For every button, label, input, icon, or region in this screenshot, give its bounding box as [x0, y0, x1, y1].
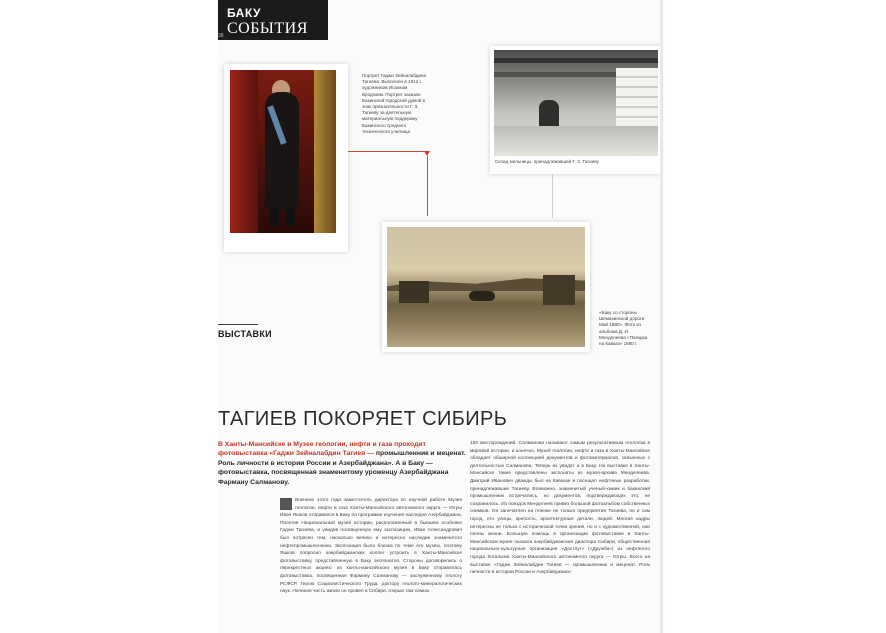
baku-building-left [399, 281, 429, 303]
lead-rest: промышленник и меценат. Роль личности в истории России и Азербайджана». А в Баку — фотовыставка, посвященная знаменитому уроженцу Азербайджана Фарману Салманову. [218, 450, 466, 486]
header-subsection-title: СОБЫТИЯ [227, 20, 308, 37]
portrait-caption: Портрет Гаджи Зейналабдина Тагиева. Выполнен в 1912 г. художником Исааком Бродским. Портрет заказан Бакинской городской думой в знак признательности Г. З. Тагиеву за деятельную материальную поддержку Бакинского среднего технического училища [362, 73, 427, 134]
baku-photo [387, 227, 585, 347]
magazine-page [218, 0, 660, 633]
connector-vertical-left [427, 156, 428, 216]
page-edge-shadow [660, 0, 663, 633]
baku-caption: «Баку со стороны Шемахинской дороги. Май 1880». Фото из альбома Д. И. Менделеева «Поездка на Кавказ» 1880 г. [599, 310, 648, 347]
baku-cart [469, 291, 495, 301]
portrait-chair-frame [314, 70, 336, 233]
portrait-card [224, 64, 348, 252]
baku-photo-card [382, 222, 590, 352]
body-column-2 [470, 440, 650, 633]
section-header [218, 0, 328, 40]
connector-vertical-right [552, 174, 553, 218]
mill-photo [494, 50, 658, 156]
body-column-1 [280, 497, 462, 633]
body-column-1-text: Вначале этого года заместитель директора по научной работе Музея геологии, нефти и газа Ханты-Мансийского автономного округа — Югры Иван Яшков отправился в Баку по программе изучения наследия Азербайджана. Посетив Национальный музей истории, расположенный в бывшем особняке Гаджи Тагиева, и увидев посвященную ему экспозицию, Иван Александрович был потрясен тем, насколько велико и интересно наследие знаменитого нефтепромышленника. Экспозиция была близка по теме его музею, поэтому Яшков попросил азербайджанских коллег устроить в Ханты-Мансийске фотовыставку, представленную в Баку экспонатов. Стороны договорились о перекрестных акциях: из ханты-мансийского музея в Баку отправилась фотовыставка, посвященная Фарману Салманову — заслуженному геологу РСФСР, Герою Социалистического Труда, доктору геолого-минералогических наук. Начиная часть жизни он провел в Сибири, открыв там семью [280, 498, 462, 595]
section-label: ВЫСТАВКИ [218, 329, 272, 339]
article-lead [218, 440, 468, 487]
portrait-leg-right [286, 208, 295, 226]
header-section-title: БАКУ [227, 6, 261, 20]
mill-beam-1 [494, 58, 658, 63]
connector-horizontal [348, 151, 428, 152]
portrait-curtain [230, 70, 258, 233]
baku-building-right [543, 275, 575, 305]
mill-caption: Склад мельницы, принадлежавшей Г. З. Тагиеву [495, 159, 599, 164]
section-rule [218, 324, 258, 325]
portrait-photo [230, 70, 336, 233]
body-column-2-text: 150 месторождений. Салманова называют самым результативным геологом в мировой истории, и конечно, Музей геологии, нефти и газа в Ханты-Мансийске обладает обширной коллекцией документов и фотоматериалов, связанных с деятельностью Салманова. Теперь их увидят и в Баку. На выставке в Ханты-Мансийске также представлены экспонаты из музея-архива Менделеева. Дмитрий Иванович дважды был на Кавказе и посещал нефтяные разработки, принадлежавшие Тагиеву. Возможно, знаменитый ученый-химик и бакинский промышленник встречались, но документов, подтверждающих это, не сохранилось. Из поездок Менделеев привез большой фотоальбом собственных снимков. Он запечатлел на пленке не только предприятия Тагиева, но и сам город, его улицы, крепость, архитектурные детали, людей. Многие кадры интересны не только с исторической точки зрения, но и с художественной, они полны жизни. Большую помощь в организации фотовыставки в Ханты-Мансийском музее оказала азербайджанская диаспора Сибири, общественная национально-культурная организация «Достлуг» («Дружба») из нефтяного города Когалыма Ханты-Мансийского автономного округа — Югры. Всего на выставке «Гаджи Зейналабдин Тагиев — промышленник и меценат. Роль личности в истории России и Азербайджана» [470, 441, 650, 576]
mill-photo-card [490, 46, 660, 174]
portrait-leg-left [270, 208, 279, 226]
article-headline: ТАГИЕВ ПОКОРЯЕТ СИБИРЬ [218, 408, 508, 430]
mill-floor [494, 126, 658, 156]
page-number: 38 [218, 33, 224, 39]
dropcap [280, 498, 292, 510]
lead-highlight: В Ханты-Мансийске в Музее геологии, нефти и газа проходит фотовыставка «Гаджи Зейналабдин Тагиев — [218, 441, 426, 458]
